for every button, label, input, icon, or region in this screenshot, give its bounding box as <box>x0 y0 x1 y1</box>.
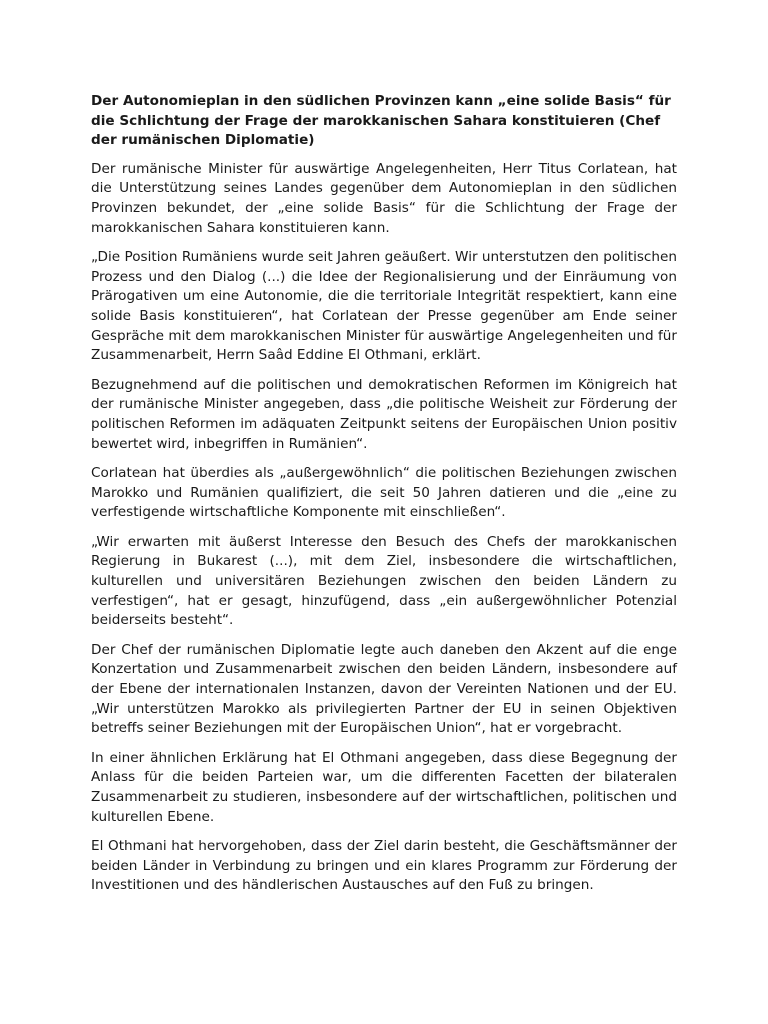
paragraph-5: „Wir erwarten mit äußerst Interesse den Besuch des Chefs der marokkanischen Regierung in Bukarest (...), mit dem Ziel, insbesondere die wirtschaftlichen, kulturellen und universitären Beziehungen zwischen den beiden Ländern zu verfestigen“, hat er gesagt, hinzufügend, dass „ein außergewöhnlicher Potenzial beiderseits besteht“. <box>91 533 677 629</box>
document-page <box>91 92 677 906</box>
paragraph-7: In einer ähnlichen Erklärung hat El Othmani angegeben, dass diese Begegnung der Anlass für die beiden Parteien war, um die differenten Facetten der bilateralen Zusammenarbeit zu studieren, insbesondere auf der wirtschaftlichen, politischen und kulturellen Ebene. <box>91 749 677 825</box>
article-title: Der Autonomieplan in den südlichen Provinzen kann „eine solide Basis“ für die Schlichtung der Frage der marokkanischen Sahara konstituieren (Chef der rumänischen Diplomatie) <box>91 93 671 149</box>
paragraph-4: Corlatean hat überdies als „außergewöhnlich“ die politischen Beziehungen zwischen Marokko und Rumänien qualifiziert, die seit 50 Jahren datieren und die „eine zu verfestigende wirtschaftliche Komponente mit einschließen“. <box>91 465 677 521</box>
paragraph-3: Bezugnehmend auf die politischen und demokratischen Reformen im Königreich hat der rumänische Minister angegeben, dass „die politische Weisheit zur Förderung der politischen Reformen im adäquaten Zeitpunkt seitens der Europäischen Union positiv bewertet wird, inbegriffen in Rumänien“. <box>91 376 677 452</box>
paragraph-2: „Die Position Rumäniens wurde seit Jahren geäußert. Wir unterstutzen den politischen Prozess und den Dialog (...) die Idee der Regionalisierung und der Einräumung von Prärogativen um eine Autonomie, die die territoriale Integrität respektiert, kann eine solide Basis konstituieren“, hat Corlatean der Presse gegenüber am Ende seiner Gespräche mit dem marokkanischen Minister für auswärtige Angelegenheiten und für Zusammenarbeit, Herrn Saâd Eddine El Othmani, erklärt. <box>91 249 677 364</box>
paragraph-1: Der rumänische Minister für auswärtige Angelegenheiten, Herr Titus Corlatean, hat die Unterstützung seines Landes gegenüber dem Autonomieplan in den südlichen Provinzen bekundet, der „eine solide Basis“ für die Schlichtung der Frage der marokkanischen Sahara konstituieren kann. <box>91 160 677 236</box>
paragraph-8: El Othmani hat hervorgehoben, dass der Ziel darin besteht, die Geschäftsmänner der beiden Länder in Verbindung zu bringen und ein klares Programm zur Förderung der Investitionen und des händlerischen Austausches auf den Fuß zu bringen. <box>91 838 677 894</box>
paragraph-6: Der Chef der rumänischen Diplomatie legte auch daneben den Akzent auf die enge Konzertation und Zusammenarbeit zwischen den beiden Ländern, insbesondere auf der Ebene der internationalen Instanzen, davon der Vereinten Nationen und der EU. „Wir unterstützen Marokko als privilegierten Partner der EU in seinen Objektiven betreffs seiner Beziehungen mit der Europäischen Union“, hat er vorgebracht. <box>91 641 677 737</box>
